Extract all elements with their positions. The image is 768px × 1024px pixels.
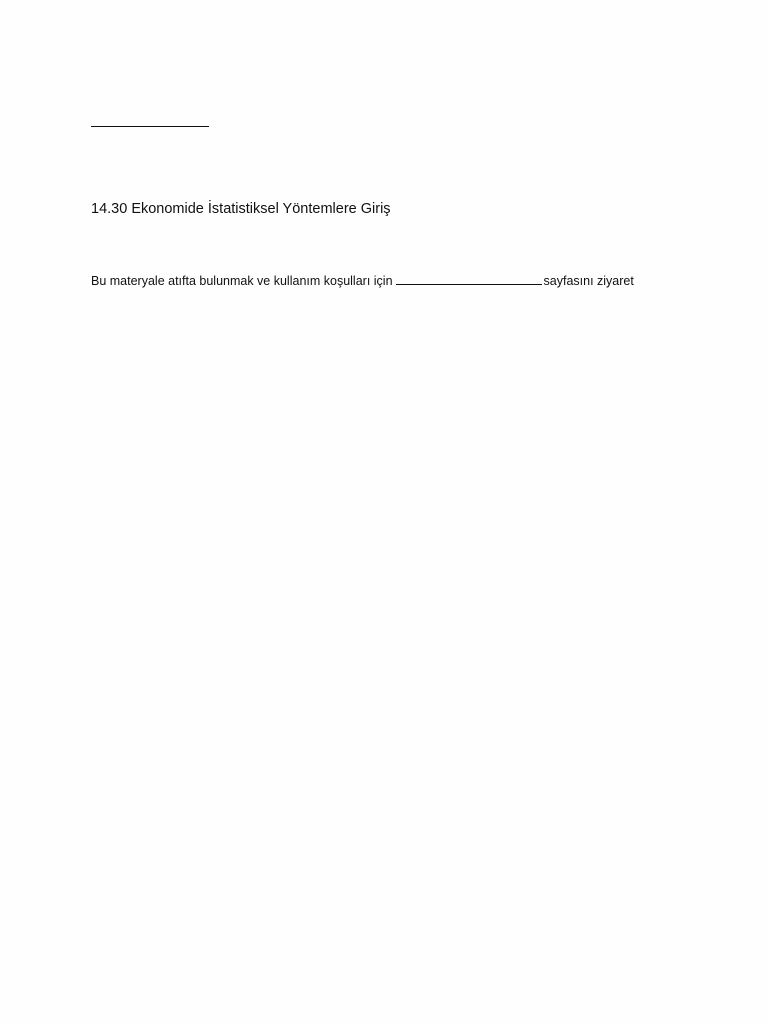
blank-underline: [396, 272, 542, 285]
notice-text-before-blank: Bu materyale atıfta bulunmak ve kullanım koşulları için: [91, 274, 393, 288]
course-title: 14.30 Ekonomide İstatistiksel Yöntemlere Giriş: [91, 201, 391, 217]
notice-text-after-blank: sayfasını ziyaret: [543, 274, 634, 288]
citation-notice: [91, 272, 634, 289]
top-underline-rule: [91, 126, 209, 127]
